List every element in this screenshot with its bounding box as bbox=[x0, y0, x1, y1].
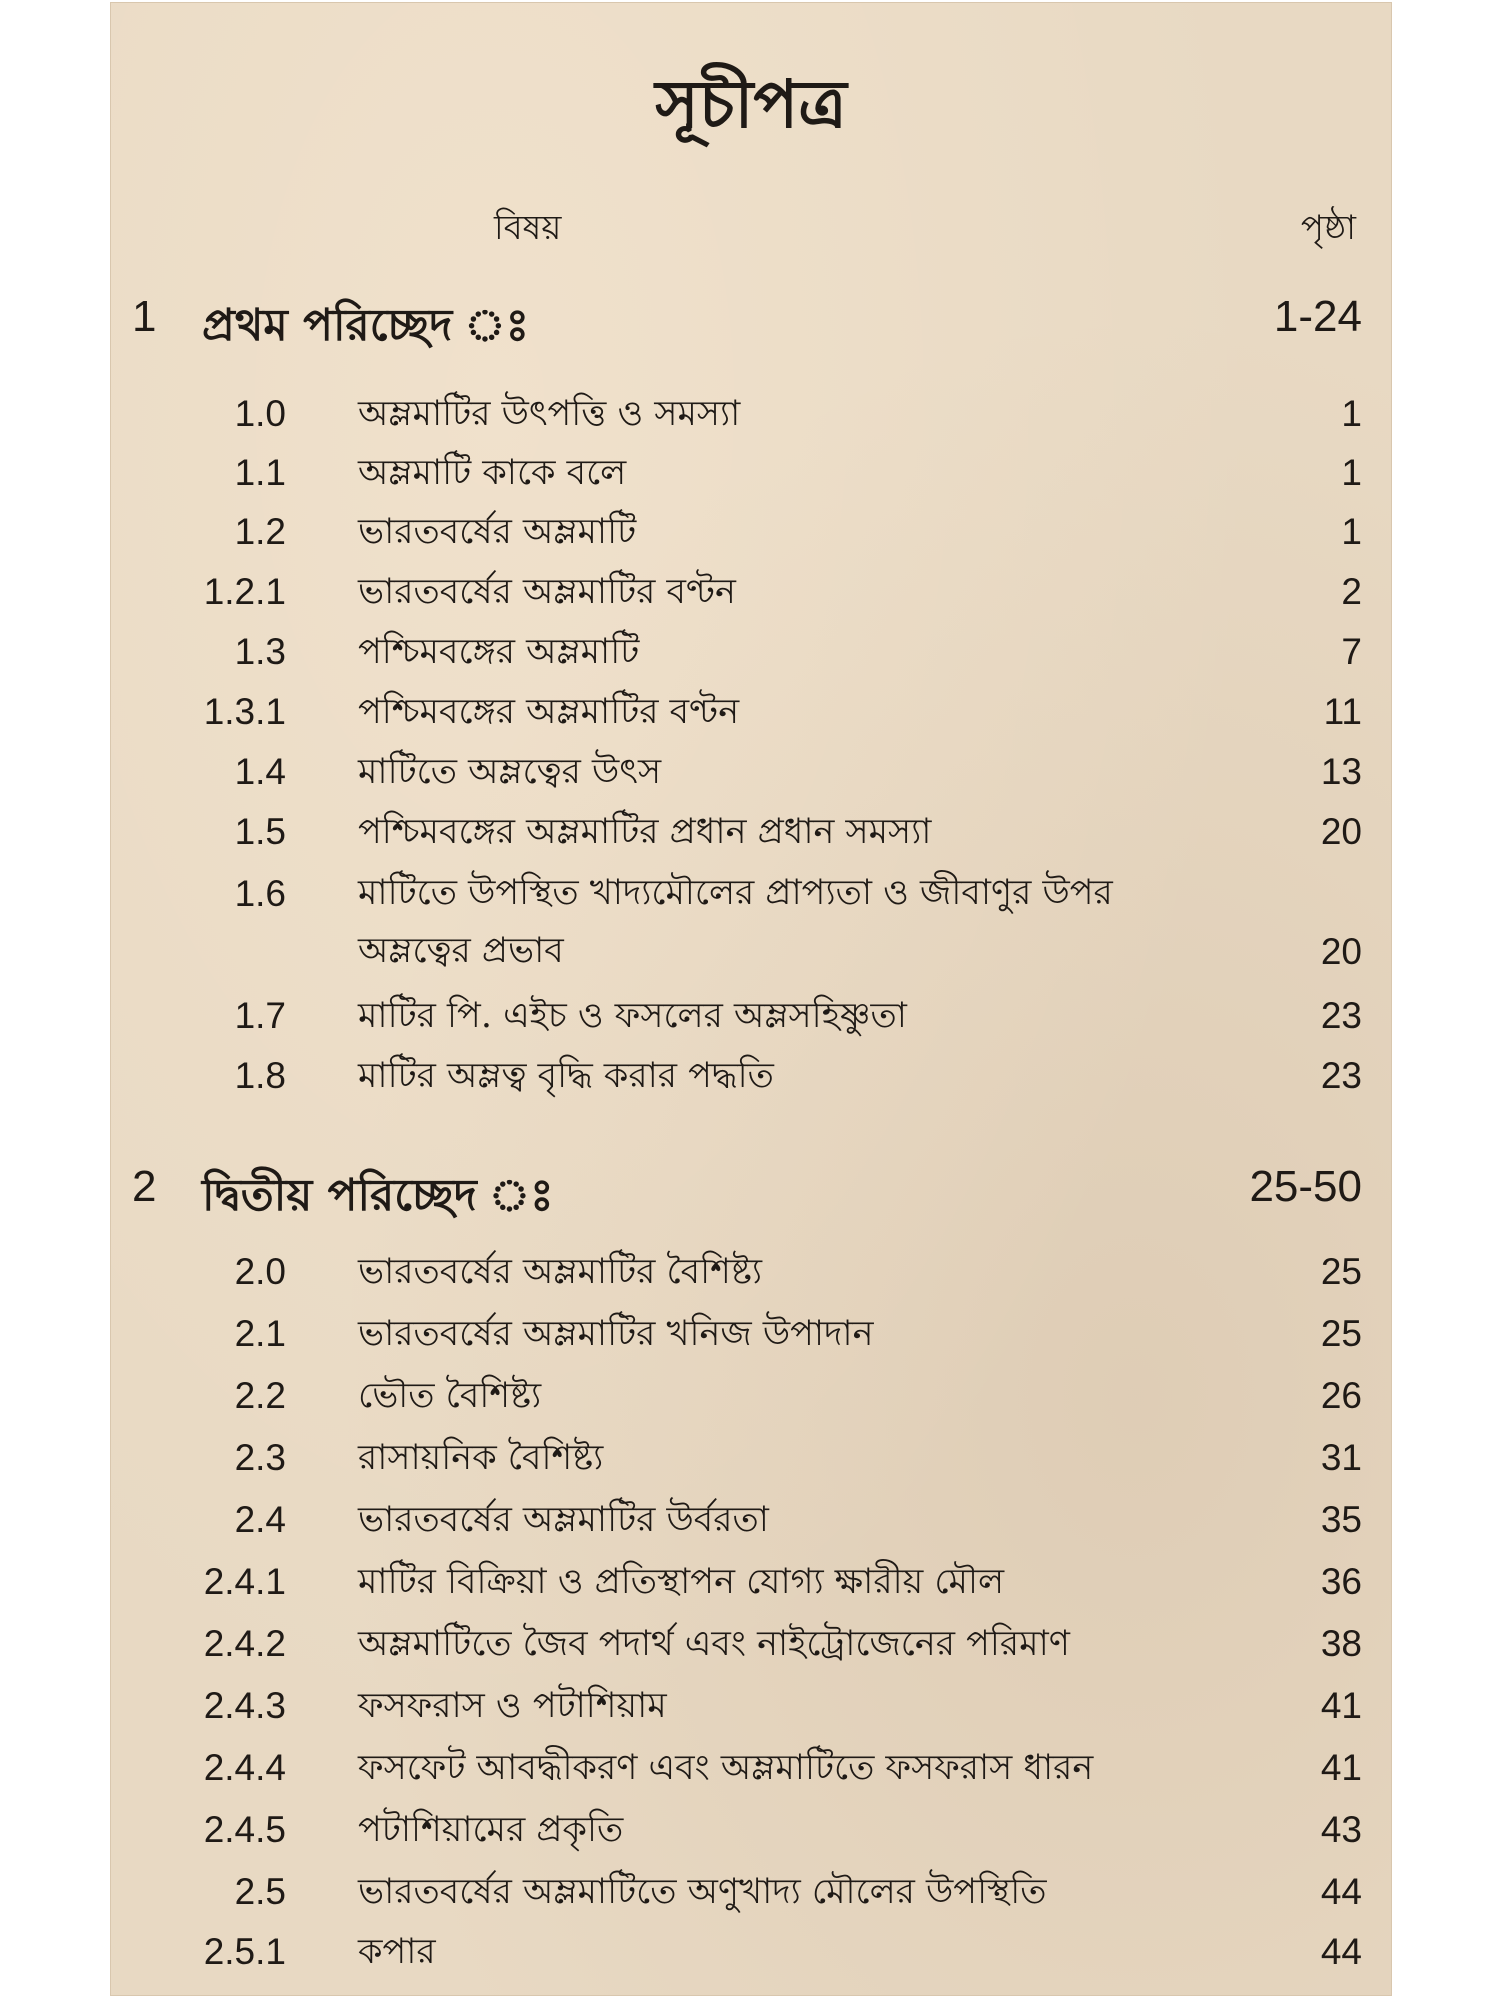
section-page: 20 bbox=[1320, 811, 1362, 852]
section-title: মাটিতে অম্লত্বের উৎস bbox=[358, 752, 662, 792]
document-page bbox=[110, 2, 1392, 1996]
section-number: 1.3 bbox=[234, 631, 286, 672]
section-title: অম্লমাটি কাকে বলে bbox=[358, 453, 627, 493]
chapter-heading bbox=[110, 1162, 1392, 1222]
section-title: পশ্চিমবঙ্গের অম্লমাটি bbox=[358, 632, 640, 672]
section-page: 2 bbox=[1341, 571, 1362, 612]
section-title: রাসায়নিক বৈশিষ্ট্য bbox=[358, 1438, 604, 1478]
section-page: 41 bbox=[1320, 1685, 1362, 1726]
section-page: 20 bbox=[1320, 931, 1362, 972]
chapter-page-range: 1-24 bbox=[1273, 292, 1362, 341]
section-title: অম্লমাটিতে জৈব পদার্থ এবং নাইট্রোজেনের পরিমাণ bbox=[358, 1624, 1070, 1664]
section-title: ভারতবর্ষের অম্লমাটিতে অণুখাদ্য মৌলের উপস্থিতি bbox=[358, 1872, 1047, 1912]
section-page: 44 bbox=[1320, 1931, 1362, 1972]
section-number: 2.4 bbox=[234, 1499, 286, 1540]
section-number: 1.5 bbox=[234, 811, 286, 852]
section-number: 1.8 bbox=[234, 1055, 286, 1096]
section-title: ভারতবর্ষের অম্লমাটির বণ্টন bbox=[358, 572, 736, 612]
section-number: 2.2 bbox=[234, 1375, 286, 1416]
section-page: 43 bbox=[1320, 1809, 1362, 1850]
chapter-name: দ্বিতীয় পরিচ্ছেদ ঃ bbox=[202, 1170, 554, 1221]
section-number: 1.3.1 bbox=[203, 691, 286, 732]
section-number: 2.4.5 bbox=[203, 1809, 286, 1850]
section-number: 2.0 bbox=[234, 1251, 286, 1292]
section-page: 35 bbox=[1320, 1499, 1362, 1540]
page-title: সূচীপত্র bbox=[655, 65, 847, 143]
section-number: 1.0 bbox=[234, 393, 286, 434]
section-title: পশ্চিমবঙ্গের অম্লমাটির বণ্টন bbox=[358, 692, 740, 732]
section-title: ভারতবর্ষের অম্লমাটির খনিজ উপাদান bbox=[358, 1314, 874, 1354]
section-title: পশ্চিমবঙ্গের অম্লমাটির প্রধান প্রধান সমস্যা bbox=[358, 812, 932, 852]
page-column-header: পৃষ্ঠা bbox=[1300, 208, 1356, 248]
section-number: 1.4 bbox=[234, 751, 286, 792]
section-title: পটাশিয়ামের প্রকৃতি bbox=[358, 1810, 624, 1850]
chapter-number: 1 bbox=[132, 292, 157, 341]
section-number: 1.6 bbox=[234, 873, 286, 914]
chapter-number: 2 bbox=[132, 1162, 157, 1211]
section-title: মাটির পি. এইচ ও ফসলের অম্লসহিষ্ণুতা bbox=[358, 996, 907, 1036]
section-page: 1 bbox=[1341, 393, 1362, 434]
section-title: ভারতবর্ষের অম্লমাটি bbox=[358, 512, 637, 552]
section-page: 11 bbox=[1323, 691, 1362, 732]
section-page: 31 bbox=[1320, 1437, 1362, 1478]
section-page: 25 bbox=[1320, 1313, 1362, 1354]
section-number: 1.7 bbox=[234, 995, 286, 1036]
section-title: ভারতবর্ষের অম্লমাটির উর্বরতা bbox=[358, 1500, 769, 1540]
section-page: 44 bbox=[1320, 1871, 1362, 1912]
section-title: ফসফরাস ও পটাশিয়াম bbox=[358, 1686, 667, 1726]
section-number: 2.3 bbox=[234, 1437, 286, 1478]
chapter-name: প্রথম পরিচ্ছেদ ঃ bbox=[202, 300, 530, 351]
section-page: 38 bbox=[1320, 1623, 1362, 1664]
section-title: ফসফেট আবদ্ধীকরণ এবং অম্লমাটিতে ফসফরাস ধারন bbox=[358, 1748, 1094, 1788]
section-number: 1.2 bbox=[234, 511, 286, 552]
section-number: 2.4.4 bbox=[203, 1747, 286, 1788]
section-page: 36 bbox=[1320, 1561, 1362, 1602]
section-title: কপার bbox=[358, 1932, 436, 1972]
section-page: 25 bbox=[1320, 1251, 1362, 1292]
section-title: মাটির বিক্রিয়া ও প্রতিস্থাপন যোগ্য ক্ষারীয় মৌল bbox=[358, 1562, 1005, 1602]
section-page: 1 bbox=[1341, 511, 1362, 552]
section-title: ভারতবর্ষের অম্লমাটির বৈশিষ্ট্য bbox=[358, 1252, 763, 1292]
section-title: মাটিতে উপস্থিত খাদ্যমৌলের প্রাপ্যতা ও জীবাণুর উপর অম্লত্বের প্রভাব bbox=[358, 873, 1113, 971]
chapter-page-range: 25-50 bbox=[1249, 1162, 1362, 1211]
section-number: 2.4.1 bbox=[203, 1561, 286, 1602]
section-page: 1 bbox=[1341, 452, 1362, 493]
section-number: 2.5 bbox=[234, 1871, 286, 1912]
section-number: 2.1 bbox=[234, 1313, 286, 1354]
section-number: 2.4.3 bbox=[203, 1685, 286, 1726]
section-number: 1.1 bbox=[234, 452, 286, 493]
section-number: 2.5.1 bbox=[203, 1931, 286, 1972]
section-page: 23 bbox=[1320, 995, 1362, 1036]
section-page: 23 bbox=[1320, 1055, 1362, 1096]
section-title: অম্লমাটির উৎপত্তি ও সমস্যা bbox=[358, 394, 741, 434]
section-number: 1.2.1 bbox=[203, 571, 286, 612]
section-number: 2.4.2 bbox=[203, 1623, 286, 1664]
section-page: 13 bbox=[1320, 751, 1362, 792]
section-page: 7 bbox=[1341, 631, 1362, 672]
section-title: মাটির অম্লত্ব বৃদ্ধি করার পদ্ধতি bbox=[358, 1056, 774, 1096]
chapter-heading bbox=[110, 292, 1392, 352]
subject-column-header: বিষয় bbox=[494, 208, 562, 248]
section-page: 41 bbox=[1320, 1747, 1362, 1788]
section-title: ভৌত বৈশিষ্ট্য bbox=[358, 1376, 542, 1416]
section-page: 26 bbox=[1320, 1375, 1362, 1416]
